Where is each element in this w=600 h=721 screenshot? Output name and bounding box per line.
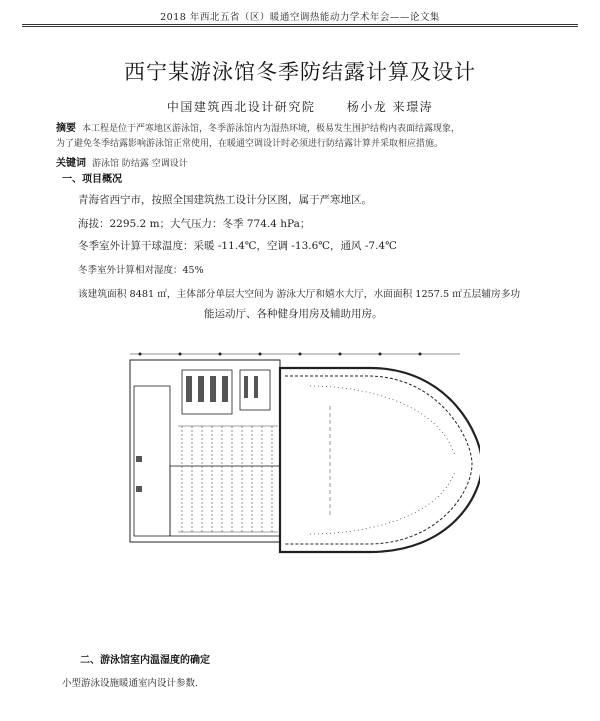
section-2-heading: 二、游泳馆室内温湿度的确定 bbox=[80, 655, 210, 666]
abstract bbox=[56, 121, 548, 152]
section-2-paragraph-1: 小型游泳设施暖通室内设计参数. bbox=[62, 678, 199, 689]
section-1-paragraph-5-line-2: 能运动厅、各种健身用房及辅助用房。 bbox=[204, 308, 383, 320]
author-names: 杨小龙 来璟涛 bbox=[346, 100, 434, 114]
section-1-paragraph-5-line-1: 该建筑面积 8481 ㎡，主体部分单层大空间为 游泳大厅和嬉水大厅，水面面积 1257.5 ㎡五层辅房多功 bbox=[78, 289, 521, 300]
keywords-text: 游泳馆 防结露 空调设计 bbox=[92, 159, 188, 169]
section-1-paragraph-3: 冬季室外计算干球温度：采暖 -11.4℃，空调 -13.6℃，通风 -7.4℃ bbox=[78, 240, 397, 252]
section-1-paragraph-4: 冬季室外计算相对湿度：45% bbox=[78, 265, 204, 276]
section-1-heading: 一、项目概况 bbox=[62, 174, 122, 185]
abstract-line-2: 为了避免冬季结露影响游泳馆正常使用，在暖通空调设计时必须进行防结露计算并采取相应措施。 bbox=[56, 139, 444, 149]
floor-plan-drawing bbox=[120, 346, 480, 596]
pool-lanes bbox=[178, 426, 278, 532]
author-line bbox=[0, 98, 600, 115]
section-1-paragraph-1: 青海省西宁市，按照全国建筑热工设计分区图，属于严寒地区。 bbox=[78, 194, 372, 206]
keywords-label: 关键词 bbox=[56, 158, 86, 169]
header-rule bbox=[22, 24, 578, 25]
duct-marks bbox=[310, 386, 455, 534]
abstract-line-1: 本工程是位于严寒地区游泳馆，冬季游泳馆内为湿热环境，极易发生围护结构内表面结露现象， bbox=[82, 124, 461, 134]
section-1-paragraph-2: 海拔：2295.2 m；大气压力：冬季 774.4 hPa； bbox=[78, 218, 311, 230]
keywords bbox=[56, 154, 548, 169]
plan-oval-hall bbox=[280, 368, 480, 552]
running-head: 2018 年西北五省（区）暖通空调热能动力学术年会——论文集 bbox=[160, 12, 440, 23]
floor-plan-figure bbox=[120, 346, 480, 596]
header-rule-double bbox=[22, 26, 578, 27]
affiliation: 中国建筑西北设计研究院 bbox=[166, 100, 316, 114]
abstract-label: 摘要 bbox=[56, 123, 76, 134]
paper-title: 西宁某游泳馆冬季防结露计算及设计 bbox=[124, 60, 476, 84]
